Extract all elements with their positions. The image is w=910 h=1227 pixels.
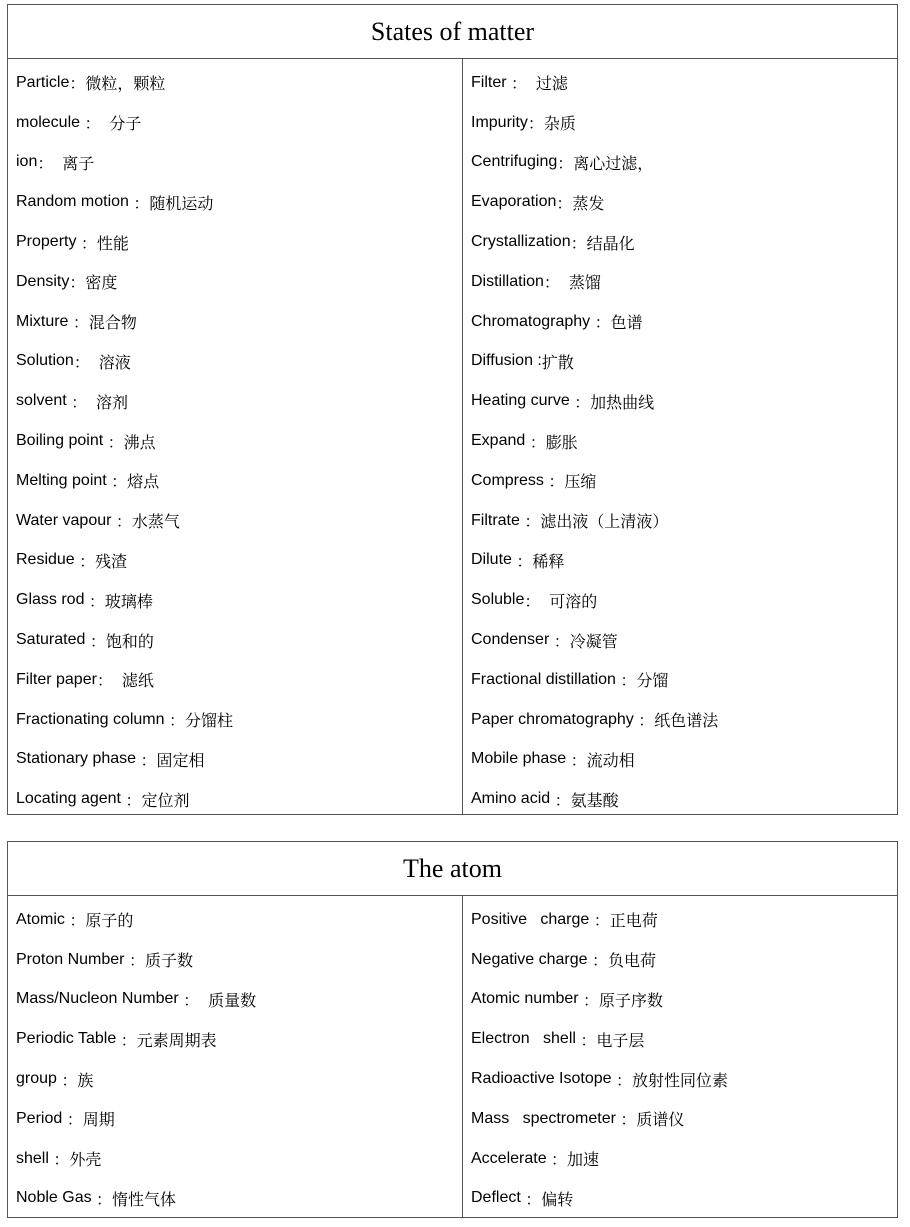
term-text: Noble Gas — [16, 1189, 92, 1207]
vocab-entry — [8, 143, 462, 183]
vocab-entry — [8, 182, 462, 222]
term-text: Mixture — [16, 312, 69, 330]
term-text: Heating curve — [471, 392, 570, 410]
meaning-text: 质子数 — [144, 951, 193, 971]
term-separator: ： — [519, 514, 541, 532]
meaning-text: 杂质 — [543, 114, 576, 134]
meaning-text: 加速 — [567, 1150, 600, 1170]
meaning-text: 水蒸气 — [131, 512, 180, 532]
vocab-entry — [8, 1019, 462, 1059]
vocab-entry — [8, 620, 462, 660]
term-text: Random motion — [16, 193, 129, 211]
meaning-text: 加热曲线 — [590, 392, 655, 412]
table-column-right — [463, 896, 897, 1217]
vocab-entry — [463, 940, 897, 980]
term-text: Deflect — [471, 1189, 521, 1207]
meaning-text: 微粒，颗粒 — [85, 74, 166, 94]
meaning-text: 溶剂 — [96, 392, 129, 412]
meaning-text: 分子 — [109, 114, 142, 134]
term-text: Period — [16, 1109, 63, 1127]
vocab-entry — [8, 103, 462, 143]
term-separator: ： — [550, 792, 571, 810]
term-separator: ： — [91, 1191, 113, 1209]
meaning-text: 偏转 — [541, 1189, 574, 1209]
term-text: Saturated — [16, 631, 86, 649]
term-separator: ： — [615, 673, 637, 691]
term-separator: ： — [578, 992, 600, 1010]
term-text: Paper chromatography — [471, 710, 634, 728]
term-separator: ： — [69, 275, 86, 293]
meaning-text: 分馏 — [636, 671, 669, 691]
term-separator: ： — [64, 913, 86, 931]
meaning-text: 离子 — [62, 153, 95, 173]
vocab-entry — [463, 182, 897, 222]
meaning-text: 稀释 — [532, 551, 565, 571]
meaning-text: 蒸馏 — [568, 273, 601, 293]
term-text: solvent — [16, 392, 67, 410]
term-text: Condenser — [471, 631, 550, 649]
vocab-entry — [463, 1059, 897, 1099]
vocab-entry — [463, 262, 897, 302]
term-text: Centrifuging — [471, 153, 558, 171]
vocab-entry — [8, 461, 462, 501]
term-separator: ： — [73, 354, 99, 372]
meaning-text: 纸色谱法 — [654, 711, 719, 731]
term-separator: ： — [62, 1112, 83, 1130]
meaning-text: 电子层 — [596, 1030, 645, 1050]
term-separator: ： — [566, 752, 587, 770]
meaning-text: 质量数 — [208, 990, 257, 1010]
meaning-text: 饱和的 — [105, 631, 154, 651]
meaning-text: 负电荷 — [607, 951, 656, 971]
vocab-entry — [8, 421, 462, 461]
vocab-entry — [463, 501, 897, 541]
term-separator: ： — [520, 1191, 542, 1209]
term-separator: ： — [68, 315, 89, 333]
vocab-entry — [463, 700, 897, 740]
table-column-left — [8, 896, 463, 1217]
term-separator: ： — [557, 155, 574, 173]
term-separator: ： — [85, 633, 106, 651]
meaning-text: 定位剂 — [141, 790, 190, 810]
term-separator: ： — [527, 116, 544, 134]
meaning-text: 溶液 — [98, 352, 131, 372]
meaning-text: 原子序数 — [599, 990, 664, 1010]
term-separator: ： — [120, 792, 142, 810]
meaning-text: 过滤 — [535, 74, 568, 94]
vocab-entry — [8, 501, 462, 541]
meaning-text: 分馏柱 — [184, 711, 233, 731]
term-separator: ： — [570, 235, 587, 253]
vocab-entry — [463, 779, 897, 819]
vocab-entry — [8, 980, 462, 1020]
term-text: Particle — [16, 73, 70, 91]
term-text: Boiling point — [16, 432, 104, 450]
term-separator: ： — [525, 434, 546, 452]
vocab-entry — [8, 1099, 462, 1139]
meaning-text: 沸点 — [123, 432, 156, 452]
vocab-entry — [8, 779, 462, 819]
vocab-entry — [463, 1099, 897, 1139]
table-body — [8, 896, 897, 1217]
term-text: Expand — [471, 432, 526, 450]
vocab-entry — [463, 580, 897, 620]
term-text: Accelerate — [471, 1149, 547, 1167]
term-separator: ： — [128, 195, 150, 213]
table-column-right — [463, 59, 897, 814]
meaning-text: 玻璃棒 — [104, 591, 153, 611]
term-separator: ： — [549, 633, 570, 651]
table-title: States of matter — [8, 5, 897, 59]
vocab-entry — [463, 1179, 897, 1219]
term-separator: ： — [511, 553, 533, 571]
term-separator: ： — [103, 434, 124, 452]
vocab-entry — [463, 900, 897, 940]
term-text: Radioactive Isotope — [471, 1070, 612, 1088]
meaning-text: 蒸发 — [572, 193, 605, 213]
vocab-entry — [8, 700, 462, 740]
term-separator: : — [532, 352, 542, 370]
meaning-text: 性能 — [96, 233, 129, 253]
term-text: Fractionating column — [16, 710, 165, 728]
term-separator: ： — [556, 195, 573, 213]
meaning-text: 滤出液（上清液） — [540, 512, 669, 532]
term-text: Distillation — [471, 272, 544, 290]
term-text: Density — [16, 272, 70, 290]
term-separator: ： — [587, 953, 608, 971]
term-separator: ： — [48, 1152, 70, 1170]
meaning-text: 滤纸 — [121, 671, 154, 691]
vocab-entry — [8, 900, 462, 940]
term-text: Negative charge — [471, 950, 588, 968]
vocab-entry — [8, 660, 462, 700]
vocab-entry — [463, 222, 897, 262]
term-text: molecule — [16, 113, 81, 131]
term-text: Filter paper — [16, 670, 97, 688]
term-separator: ： — [543, 474, 565, 492]
meaning-text: 离心过滤， — [573, 153, 654, 173]
meaning-text: 随机运动 — [149, 193, 214, 213]
term-separator: ： — [569, 394, 591, 412]
vocab-entry — [463, 103, 897, 143]
vocab-entry — [8, 381, 462, 421]
meaning-text: 原子的 — [85, 911, 134, 931]
term-text: Residue — [16, 551, 75, 569]
term-separator: ： — [633, 713, 655, 731]
vocab-entry — [463, 381, 897, 421]
meaning-text: 固定相 — [156, 750, 205, 770]
table-body — [8, 59, 897, 814]
term-text: Periodic Table — [16, 1030, 117, 1048]
term-text: Positive charge — [471, 910, 590, 928]
term-text: Atomic — [16, 910, 65, 928]
meaning-text: 族 — [77, 1070, 94, 1090]
vocab-entry — [463, 302, 897, 342]
term-separator: ： — [575, 1032, 597, 1050]
term-text: group — [16, 1070, 57, 1088]
vocab-entry — [463, 143, 897, 183]
term-text: Mobile phase — [471, 750, 567, 768]
meaning-text: 放射性同位素 — [631, 1070, 728, 1090]
term-separator: ： — [56, 1072, 78, 1090]
term-text: ion — [16, 153, 38, 171]
term-text: Electron shell — [471, 1030, 576, 1048]
meaning-text: 冷凝管 — [569, 631, 618, 651]
term-text: Amino acid — [471, 790, 551, 808]
meaning-text: 扩散 — [541, 352, 574, 372]
term-text: Dilute — [471, 551, 512, 569]
vocab-entry — [463, 740, 897, 780]
term-separator: ： — [84, 593, 105, 611]
vocab-entry — [8, 1139, 462, 1179]
term-separator: ： — [524, 593, 550, 611]
vocab-entry — [463, 541, 897, 581]
vocab-entry — [8, 1059, 462, 1099]
meaning-text: 残渣 — [95, 551, 128, 571]
vocab-entry — [463, 421, 897, 461]
vocab-entry — [8, 63, 462, 103]
term-separator: ： — [111, 514, 132, 532]
term-separator: ： — [615, 1112, 637, 1130]
term-separator: ： — [96, 673, 122, 691]
vocab-entry — [463, 660, 897, 700]
vocab-entry — [8, 740, 462, 780]
term-text: Mass spectrometer — [471, 1109, 616, 1127]
vocab-entry — [463, 620, 897, 660]
term-separator: ： — [124, 953, 145, 971]
term-text: Stationary phase — [16, 750, 137, 768]
vocab-entry — [8, 580, 462, 620]
term-text: Filter — [471, 73, 507, 91]
term-text: Mass/Nucleon Number — [16, 990, 179, 1008]
term-separator: ： — [543, 275, 569, 293]
term-text: Locating agent — [16, 790, 121, 808]
meaning-text: 压缩 — [564, 472, 597, 492]
meaning-text: 元素周期表 — [136, 1030, 217, 1050]
term-separator: ： — [80, 116, 110, 134]
term-text: Solution — [16, 352, 74, 370]
term-text: shell — [16, 1149, 49, 1167]
vocab-entry — [463, 1139, 897, 1179]
vocab-entry — [463, 461, 897, 501]
term-separator: ： — [69, 76, 86, 94]
table-column-left — [8, 59, 463, 814]
term-separator: ： — [506, 76, 536, 94]
term-text: Atomic number — [471, 990, 579, 1008]
term-separator: ： — [66, 394, 97, 412]
vocab-entry — [463, 342, 897, 382]
meaning-text: 色谱 — [610, 313, 643, 333]
term-text: Impurity — [471, 113, 528, 131]
vocab-entry — [8, 342, 462, 382]
term-separator: ： — [37, 155, 63, 173]
term-text: Glass rod — [16, 591, 85, 609]
term-text: Fractional distillation — [471, 670, 616, 688]
term-text: Compress — [471, 471, 544, 489]
vocab-entry — [463, 980, 897, 1020]
term-separator: ： — [589, 913, 610, 931]
term-separator: ： — [74, 553, 96, 571]
meaning-text: 熔点 — [127, 472, 160, 492]
meaning-text: 正电荷 — [609, 911, 658, 931]
term-text: Soluble — [471, 591, 525, 609]
vocab-entry — [463, 1019, 897, 1059]
term-text: Property — [16, 233, 77, 251]
vocab-entry — [463, 63, 897, 103]
meaning-text: 可溶的 — [549, 591, 598, 611]
meaning-text: 氨基酸 — [570, 790, 619, 810]
term-text: Crystallization — [471, 233, 571, 251]
vocab-entry — [8, 541, 462, 581]
term-text: Diffusion — [471, 352, 533, 370]
term-text: Chromatography — [471, 312, 591, 330]
term-text: Evaporation — [471, 193, 557, 211]
term-text: Proton Number — [16, 950, 125, 968]
term-separator: ： — [76, 235, 97, 253]
term-separator: ： — [106, 474, 128, 492]
meaning-text: 密度 — [85, 273, 118, 293]
meaning-text: 结晶化 — [586, 233, 635, 253]
vocab-entry — [8, 1179, 462, 1219]
meaning-text: 质谱仪 — [636, 1110, 685, 1130]
vocab-entry — [8, 262, 462, 302]
meaning-text: 膨胀 — [545, 432, 578, 452]
term-separator: ： — [611, 1072, 632, 1090]
term-text: Filtrate — [471, 511, 520, 529]
term-separator: ： — [136, 752, 157, 770]
vocab-entry — [8, 222, 462, 262]
vocab-table-states-of-matter — [7, 4, 898, 815]
vocab-table-the-atom — [7, 841, 898, 1218]
term-text: Water vapour — [16, 511, 112, 529]
term-separator: ： — [590, 315, 611, 333]
vocab-entry — [8, 940, 462, 980]
meaning-text: 流动相 — [586, 750, 635, 770]
term-separator: ： — [178, 992, 209, 1010]
term-separator: ： — [116, 1032, 137, 1050]
term-separator: ： — [164, 713, 185, 731]
meaning-text: 惰性气体 — [112, 1189, 177, 1209]
meaning-text: 外壳 — [69, 1150, 102, 1170]
meaning-text: 混合物 — [88, 313, 137, 333]
vocab-entry — [8, 302, 462, 342]
term-text: Melting point — [16, 471, 107, 489]
table-title: The atom — [8, 842, 897, 896]
meaning-text: 周期 — [82, 1110, 115, 1130]
term-separator: ： — [546, 1152, 568, 1170]
